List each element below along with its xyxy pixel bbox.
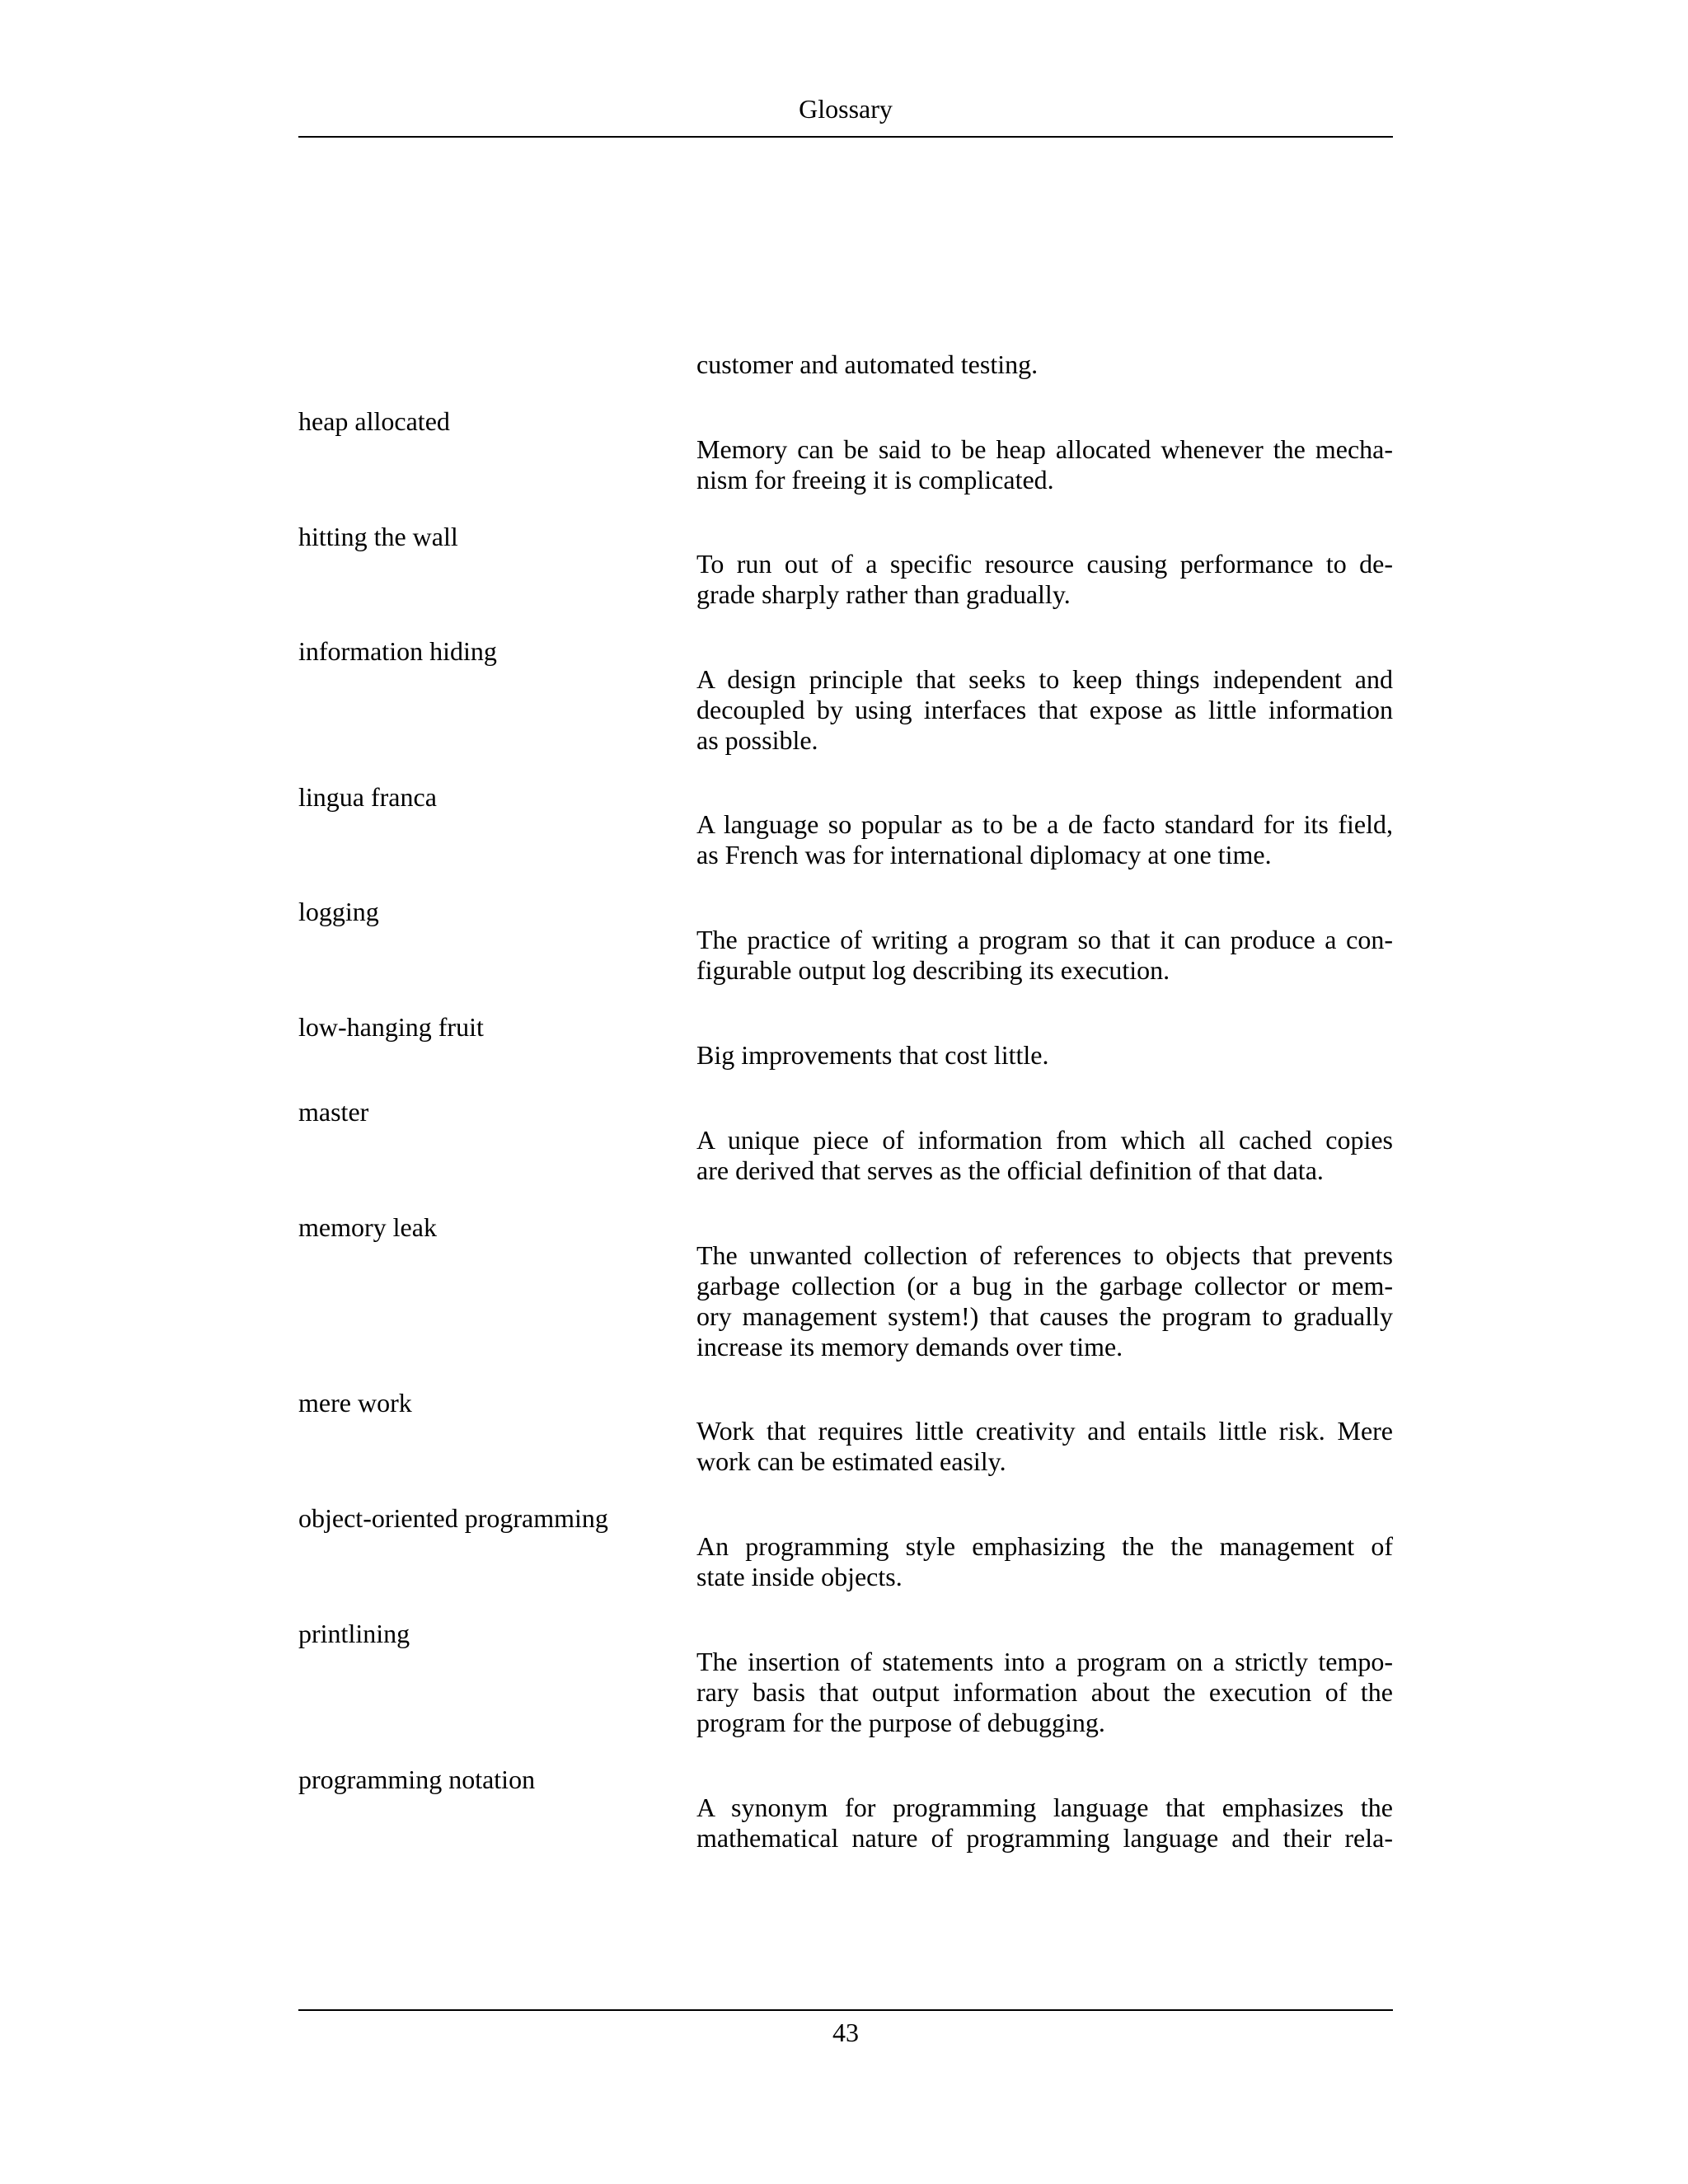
glossary-definition [696,1793,1393,1854]
definition-line: mathematical nature of programming language and their rela- [696,1823,1393,1853]
page-number: 43 [832,2018,859,2047]
glossary-definition [696,809,1393,870]
definition-line: ory management system!) that causes the program to gradually [696,1301,1393,1331]
definition-line: The insertion of statements into a program on a strictly tempo- [696,1647,1393,1676]
definition-line: Work that requires little creativity and entails little risk. Mere [696,1416,1393,1446]
glossary-term: heap allocated [298,406,450,436]
definition-line: A design principle that seeks to keep things independent and [696,664,1393,694]
definition-line: state inside objects. [696,1562,903,1591]
definition-line: are derived that serves as the official definition of that data. [696,1155,1324,1185]
glossary-definition [696,664,1393,756]
glossary-term: master [298,1097,369,1127]
definition-line: nism for freeing it is complicated. [696,465,1054,494]
definition-line: A unique piece of information from which all cached copies [696,1125,1393,1155]
definition-line: decoupled by using interfaces that expose as little information [696,695,1393,724]
definition-line: An programming style emphasizing the the management of [696,1531,1393,1561]
definition-line: A synonym for programming language that emphasizes the [696,1793,1393,1822]
glossary-definition [696,434,1393,495]
glossary-definition [696,925,1393,986]
definition-line: A language so popular as to be a de facto standard for its field, [696,809,1393,839]
definition-line: Memory can be said to be heap allocated whenever the mecha- [696,434,1393,464]
definition-line: as French was for international diplomacy at one time. [696,840,1272,869]
definition-line: as possible. [696,725,818,755]
continued-definition [696,349,1393,380]
footer-rule [298,2009,1393,2011]
definition-line: program for the purpose of debugging. [696,1708,1105,1737]
definition-line: work can be estimated easily. [696,1446,1006,1476]
definition-line: increase its memory demands over time. [696,1332,1123,1361]
glossary-definition [696,1531,1393,1592]
glossary-definition [696,1647,1393,1738]
glossary-term: object-oriented programming [298,1503,608,1533]
definition-line: garbage collection (or a bug in the garbage collector or mem- [696,1271,1393,1301]
glossary-term: programming notation [298,1765,536,1794]
definition-line: The unwanted collection of references to objects that prevents [696,1240,1393,1270]
definition-line: customer and automated testing. [696,349,1039,379]
definition-line: Big improvements that cost little. [696,1040,1049,1070]
glossary-definition [696,1040,1393,1071]
definition-line: rary basis that output information about the execution of the [696,1677,1393,1707]
definition-line: grade sharply rather than gradually. [696,579,1071,609]
glossary-term: printlining [298,1619,410,1648]
definition-line: To run out of a specific resource causing performance to de- [696,549,1393,579]
glossary-term: mere work [298,1388,412,1418]
header-rule [298,136,1393,138]
definition-line: The practice of writing a program so that it can produce a con- [696,925,1393,954]
glossary-definition [696,549,1393,610]
glossary-definition [696,1125,1393,1186]
glossary-term: low-hanging fruit [298,1012,484,1042]
running-header: Glossary [799,94,893,124]
glossary-term: information hiding [298,636,497,666]
glossary-term: logging [298,897,379,926]
glossary-term: memory leak [298,1212,437,1242]
glossary-definition [696,1240,1393,1362]
glossary-term: lingua franca [298,782,437,812]
definition-line: figurable output log describing its execution. [696,955,1170,985]
glossary-term: hitting the wall [298,522,458,551]
glossary-definition [696,1416,1393,1477]
